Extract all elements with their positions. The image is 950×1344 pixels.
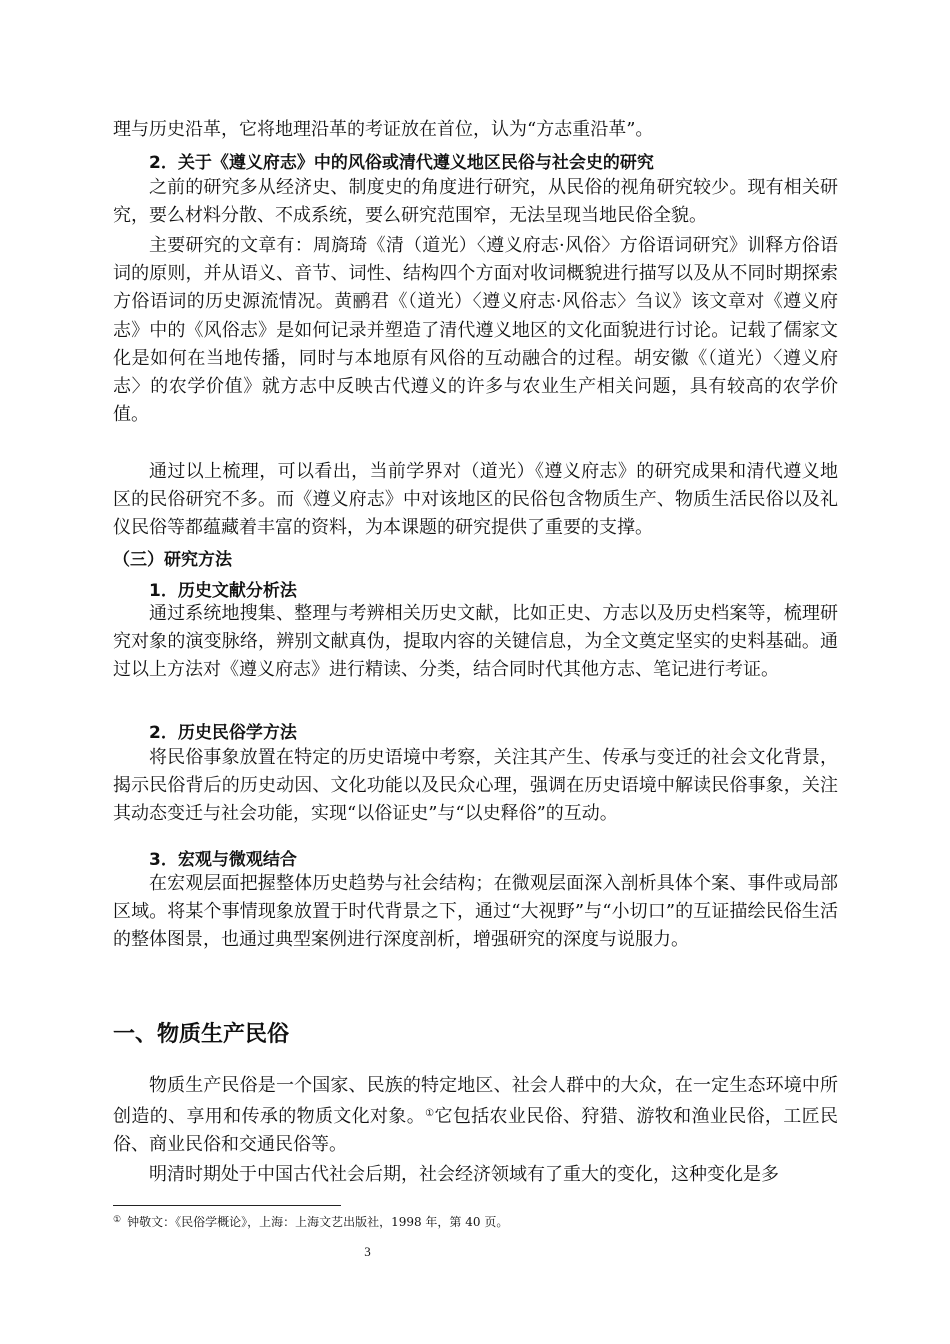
paragraph-chapter-1-ming-qing: 明清时期处于中国古代社会后期，社会经济领域有了重大的变化，这种变化是多 bbox=[149, 1164, 779, 1185]
intro-text-a: 物质生产民俗是一个国家、民族的特定地区、社会人群中的大众，在一定生态环境中所创造的、享用和传承的物质文化对象。 bbox=[113, 1075, 838, 1128]
paragraph-method-2: 将民俗事象放置在特定的历史语境中考察，关注其产生、传承与变迁的社会文化背景，揭示民俗背后的历史动因、文化功能以及民众心理，强调在历史语境中解读民俗事象，关注其动态变迁与社会功能，实现“以俗证史”与“以史释俗”的互动。 bbox=[113, 747, 838, 825]
paragraph-chapter-1-intro bbox=[113, 1072, 838, 1160]
heading-zunyi-customs-research: 2．关于《遵义府志》中的风俗或清代遵义地区民俗与社会史的研究 bbox=[149, 153, 654, 173]
paragraph-summary: 通过以上梳理，可以看出，当前学界对（道光）《遵义府志》的研究成果和清代遵义地区的民俗研究不多。而《遵义府志》中对该地区的民俗包含物质生产、物质生活民俗以及礼仪民俗等都蕴藏着丰富的资料，为本课题的研究提供了重要的支撑。 bbox=[113, 461, 838, 539]
paragraph-method-1: 通过系统地搜集、整理与考辨相关历史文献，比如正史、方志以及历史档案等，梳理研究对象的演变脉络，辨别文献真伪，提取内容的关键信息，为全文奠定坚实的史料基础。通过以上方法对《遵义府志》进行精读、分类，结合同时代其他方志、笔记进行考证。 bbox=[113, 603, 838, 681]
heading-method-1: 1．历史文献分析法 bbox=[149, 581, 297, 601]
intro-text-b: 它包括农业民俗、狩猎、游牧和渔业民俗，工匠民俗、商业民俗和交通民俗等。 bbox=[113, 1106, 839, 1156]
paragraph-main-articles: 主要研究的文章有：周旖琦《清（道光）〈遵义府志·风俗〉方俗语词研究》训释方俗语词的原则，并从语义、音节、词性、结构四个方面对收词概貌进行描写以及从不同时期探索方俗语词的历史源流情况。黄鹂君《（道光）〈遵义府志·风俗志〉刍议》该文章对《遵义府志》中的《风俗志》是如何记录并塑造了清代遵义地区的文化面貌进行讨论。记载了儒家文化是如何在当地传播，同时与本地原有风俗的互动融合的过程。胡安徽《（道光）〈遵义府志〉的农学价值》就方志中反映古代遵义的许多与农业生产相关问题，具有较高的农学价值。 bbox=[113, 235, 838, 426]
footnote bbox=[113, 1213, 508, 1230]
heading-method-3: 3．宏观与微观结合 bbox=[149, 850, 297, 870]
footnote-reference[interactable]: ① bbox=[425, 1108, 435, 1120]
paragraph-method-3: 在宏观层面把握整体历史趋势与社会结构；在微观层面深入剖析具体个案、事件或局部区域。将某个事情现象放置于时代背景之下，通过“大视野”与“小切口”的互证描绘民俗生活的整体图景，也通过典型案例进行深度剖析，增强研究的深度与说服力。 bbox=[113, 873, 838, 951]
footnote-mark: ① bbox=[113, 1215, 122, 1225]
paragraph-continuation: 理与历史沿革，它将地理沿革的考证放在首位，认为“方志重沿革”。 bbox=[113, 119, 654, 140]
heading-method-2: 2．历史民俗学方法 bbox=[149, 723, 297, 743]
heading-chapter-1: 一、物质生产民俗 bbox=[113, 1022, 290, 1047]
heading-research-methods: （三）研究方法 bbox=[113, 550, 232, 570]
paragraph-previous-research: 之前的研究多从经济史、制度史的角度进行研究，从民俗的视角研究较少。现有相关研究，要么材料分散、不成系统，要么研究范围窄，无法呈现当地民俗全貌。 bbox=[113, 177, 838, 227]
footnote-text: 钟敬文：《民俗学概论》，上海：上海文艺出版社，1998 年，第 40 页。 bbox=[127, 1215, 509, 1229]
page-number: 3 bbox=[364, 1244, 371, 1259]
footnote-separator bbox=[113, 1205, 341, 1206]
